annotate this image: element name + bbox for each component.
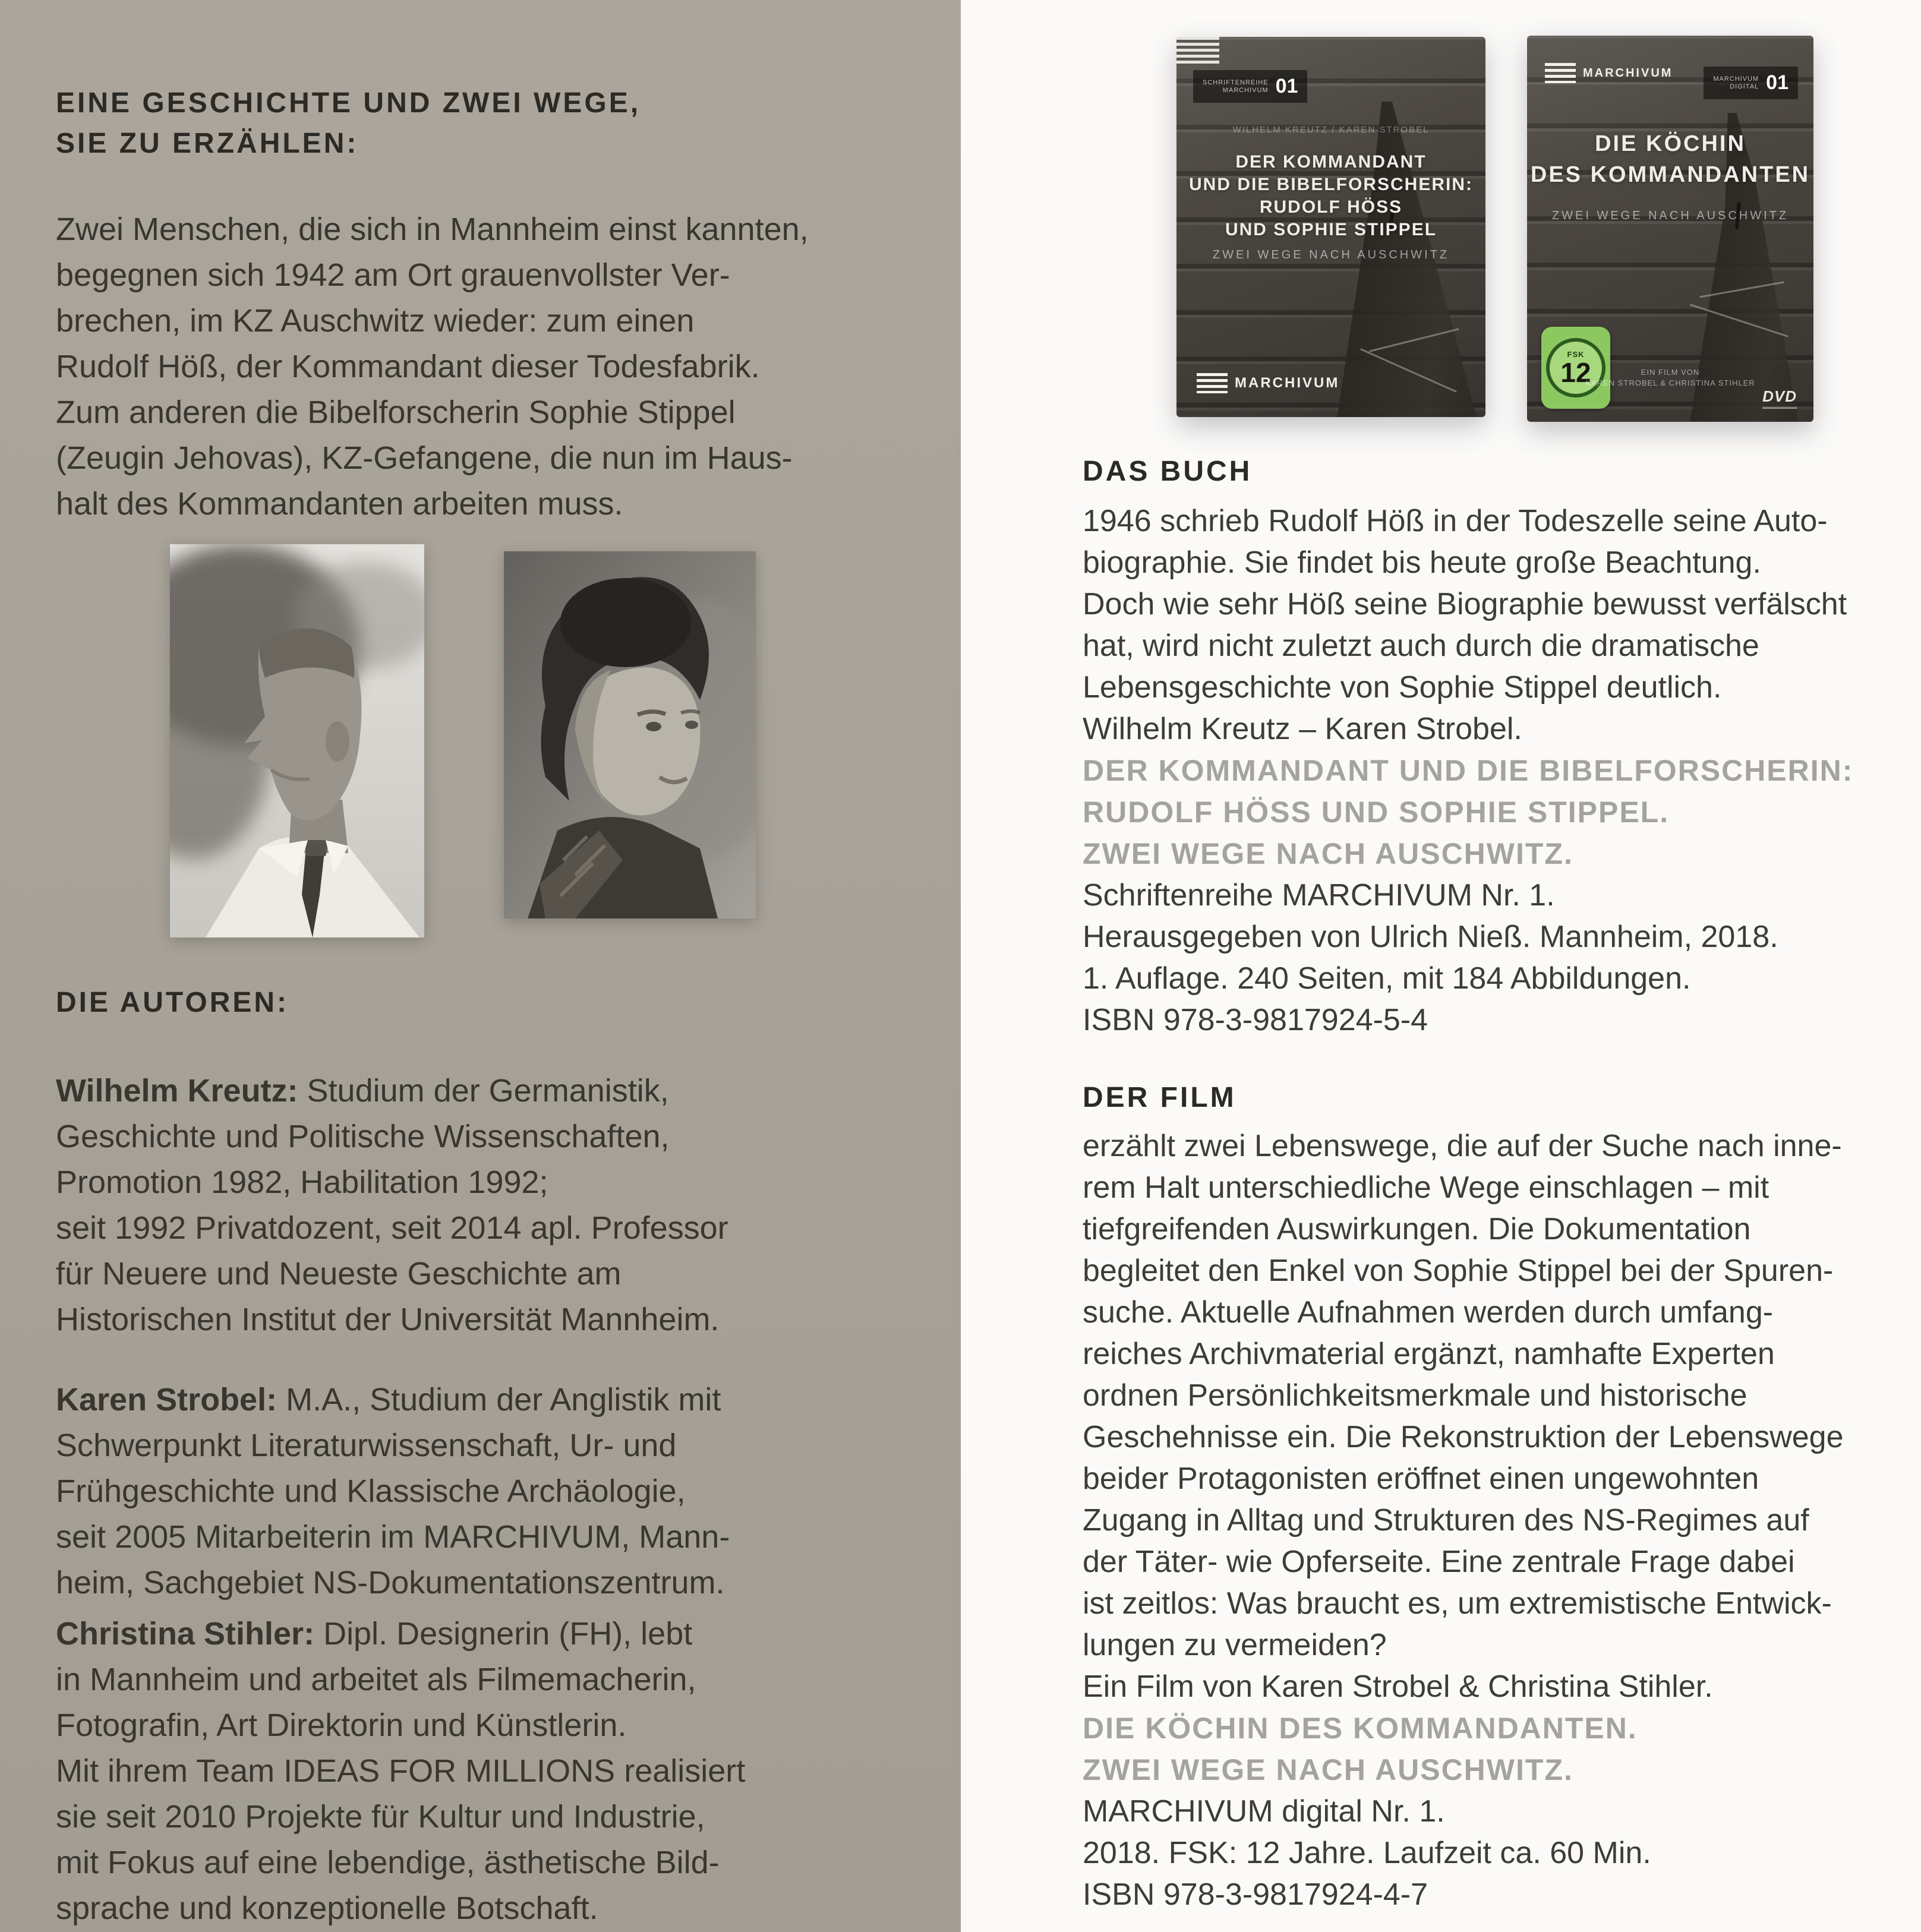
author-block-strobel [56,1377,730,1606]
text-line: ist zeitlos: Was braucht es, um extremistische Entwick- [1083,1586,1832,1621]
text-line: ZWEI WEGE NACH AUSCHWITZ. [1083,837,1573,870]
text-line: (Zeugin Jehovas), KZ-Gefangene, die nun im Haus- [56,440,793,476]
text-line: DIE KÖCHIN DES KOMMANDANTEN. [1083,1712,1638,1745]
text-line: ISBN 978-3-9817924-5-4 [1083,1003,1428,1037]
book-cover-subtitle: ZWEI WEGE NACH AUSCHWITZ [1212,248,1450,261]
series-badge-label [1203,79,1269,94]
text-line: tiefgreifenden Auswirkungen. Die Dokumentation [1083,1212,1751,1246]
text-line: Zwei Menschen, die sich in Mannheim einst kannten, [56,211,809,247]
text-line: Doch wie sehr Höß seine Biographie bewusst verfälscht [1083,587,1847,621]
text-line: SIE ZU ERZÄHLEN: [56,128,359,159]
author-first-rest: Studium der Germanistik, [298,1073,669,1109]
text-line: erzählt zwei Lebenswege, die auf der Suche nach inne- [1083,1129,1842,1163]
text-line: Herausgegeben von Ulrich Nieß. Mannheim, 2018. [1083,920,1778,954]
fsk-number: 12 [1560,356,1591,388]
cover-authors-line: WILHELM KREUTZ / KAREN STROBEL [1232,125,1430,135]
book-section-heading: DAS BUCH [1083,456,1253,487]
stippel-portrait-illustration [504,551,756,918]
text-line: ZWEI WEGE NACH AUSCHWITZ. [1083,1753,1573,1786]
book-cover-thumbnail [1176,37,1485,417]
author-lines [56,1114,728,1343]
text-line: EIN FILM VON [1641,368,1700,377]
text-line: DIGITAL [1730,83,1759,90]
author-block-stihler [56,1611,745,1931]
author-first-line [56,1611,745,1657]
text-line: sie seit 2010 Projekte für Kultur und Industrie, [56,1799,705,1835]
marchivum-logo [1545,63,1673,83]
author-lines [56,1423,730,1606]
marchivum-stripes-icon [1197,373,1228,393]
book-publication-details [1083,875,1778,1041]
digital-series-badge-label [1713,75,1759,91]
text-line: Ein Film von Karen Strobel & Christina Stihler. [1083,1669,1713,1704]
film-title-gray-caps [1083,1707,1638,1791]
series-badge-number: 01 [1275,75,1298,97]
marchivum-stripes-icon [1545,63,1576,83]
book-title-gray-caps [1083,750,1853,875]
text-line: Wilhelm Kreutz – Karen Strobel. [1083,712,1522,746]
author-name: Wilhelm Kreutz: [56,1073,298,1109]
text-line: MARCHIVUM [1222,86,1269,94]
text-line: beider Protagonisten eröffnet einen ungewohnten [1083,1461,1759,1496]
marchivum-stripes-icon [1176,37,1219,64]
text-line: brechen, im KZ Auschwitz wieder: zum einen [56,303,695,339]
dvd-cover-title [1527,128,1813,190]
digital-series-badge [1704,67,1798,99]
author-first-line [56,1377,730,1423]
text-line: DER KOMMANDANT UND DIE BIBELFORSCHERIN: [1083,754,1854,787]
hoess-portrait-photo [170,544,424,937]
text-line: für Neuere und Neueste Geschichte am [56,1256,622,1292]
digital-series-badge-number: 01 [1766,71,1788,94]
left-heading [56,83,641,164]
text-line: mit Fokus auf eine lebendige, ästhetische Bild- [56,1845,720,1880]
book-section-paragraph [1083,500,1847,750]
series-badge [1193,70,1307,103]
stippel-portrait-photo [504,551,756,918]
text-line: Geschichte und Politische Wissenschaften, [56,1119,670,1154]
fsk-label: FSK [1567,349,1585,359]
author-first-line [56,1068,728,1114]
text-line: Zum anderen die Bibelforscherin Sophie Stippel [56,394,736,430]
text-line: hat, wird nicht zuletzt auch durch die dramatische [1083,629,1759,663]
text-line: 1. Auflage. 240 Seiten, mit 184 Abbildungen. [1083,961,1691,996]
hoess-portrait-illustration [170,544,424,937]
marchivum-logo-text: MARCHIVUM [1235,375,1340,391]
text-line: MARCHIVUM [1713,75,1759,83]
story-paragraph [56,207,809,527]
authors-heading: DIE AUTOREN: [56,987,289,1018]
text-line: heim, Sachgebiet NS-Dokumentationszentrum. [56,1565,725,1600]
text-line: Zugang in Alltag und Strukturen des NS-Regimes auf [1083,1503,1809,1538]
text-line: Promotion 1982, Habilitation 1992; [56,1164,548,1200]
text-line: UND SOPHIE STIPPEL [1225,220,1437,239]
author-first-rest: Dipl. Designerin (FH), lebt [314,1616,693,1652]
dvd-cover-subtitle: ZWEI WEGE NACH AUSCHWITZ [1551,209,1789,222]
text-line: begleitet den Enkel von Sophie Stippel bei der Spuren- [1083,1254,1834,1288]
text-line: Frühgeschichte und Klassische Archäologie, [56,1473,686,1509]
text-line: halt des Kommandanten arbeiten muss. [56,486,623,522]
text-line: sprache und konzeptionelle Botschaft. [56,1890,598,1926]
film-section-heading: DER FILM [1083,1082,1236,1113]
text-line: Lebensgeschichte von Sophie Stippel deutlich. [1083,670,1722,705]
text-line: reiches Archivmaterial ergänzt, namhafte Experten [1083,1337,1775,1371]
text-line: Mit ihrem Team IDEAS FOR MILLIONS realisiert [56,1753,746,1789]
text-line: MARCHIVUM digital Nr. 1. [1083,1794,1445,1829]
text-line: Schriftenreihe MARCHIVUM Nr. 1. [1083,878,1555,913]
text-line: DES KOMMANDANTEN [1530,162,1810,187]
text-line: in Mannheim und arbeitet als Filmemacherin, [56,1662,696,1697]
dvd-cover-thumbnail [1527,36,1813,422]
text-line: Rudolf Höß, der Kommandant dieser Todesfabrik. [56,349,760,384]
text-line: ordnen Persönlichkeitsmerkmale und historische [1083,1378,1747,1413]
text-line: RUDOLF HÖSS UND SOPHIE STIPPEL. [1083,795,1670,829]
text-line: KAREN STROBEL & CHRISTINA STIHLER [1585,378,1755,387]
text-line: EINE GESCHICHTE UND ZWEI WEGE, [56,87,641,119]
text-line: Historischen Institut der Universität Mannheim. [56,1302,720,1337]
text-line: der Täter- wie Opferseite. Eine zentrale Frage dabei [1083,1545,1795,1579]
author-block-kreutz [56,1068,728,1343]
author-name: Karen Strobel: [56,1382,277,1418]
author-lines [56,1657,745,1931]
text-line: Geschehnisse ein. Die Rekonstruktion der Lebenswege [1083,1420,1844,1454]
marchivum-logo-text: MARCHIVUM [1583,66,1673,80]
dvd-format-logo: DVD [1762,387,1797,409]
dvd-credit-line [1527,367,1813,389]
text-line: Fotografin, Art Direktorin und Künstlerin. [56,1707,627,1743]
text-line: UND DIE BIBELFORSCHERIN: [1188,175,1473,194]
book-cover-title [1176,151,1485,241]
text-line: begegnen sich 1942 am Ort grauenvollster Ver- [56,257,730,293]
text-line: rem Halt unterschiedliche Wege einschlagen – mit [1083,1170,1769,1205]
text-line: DIE KÖCHIN [1595,131,1746,156]
text-line: lungen zu vermeiden? [1083,1628,1387,1662]
text-line: suche. Aktuelle Aufnahmen werden durch umfang- [1083,1295,1774,1330]
text-line: DER KOMMANDANT [1235,152,1427,172]
text-line: Schwerpunkt Literaturwissenschaft, Ur- und [56,1428,677,1463]
text-line: ISBN 978-3-9817924-4-7 [1083,1877,1428,1912]
text-line: 1946 schrieb Rudolf Höß in der Todeszelle seine Auto- [1083,504,1828,538]
film-publication-details [1083,1791,1651,1915]
text-line: SCHRIFTENREIHE [1203,78,1269,86]
text-line: biographie. Sie findet bis heute große Beachtung. [1083,545,1761,580]
text-line: seit 1992 Privatdozent, seit 2014 apl. Professor [56,1210,728,1246]
text-line: RUDOLF HÖSS [1259,197,1403,217]
author-name: Christina Stihler: [56,1616,315,1652]
text-line: 2018. FSK: 12 Jahre. Laufzeit ca. 60 Min. [1083,1836,1651,1870]
film-section-paragraph [1083,1125,1844,1707]
author-first-rest: M.A., Studium der Anglistik mit [277,1382,721,1418]
marchivum-logo [1197,373,1339,393]
text-line: seit 2005 Mitarbeiterin im MARCHIVUM, Mann- [56,1519,730,1555]
